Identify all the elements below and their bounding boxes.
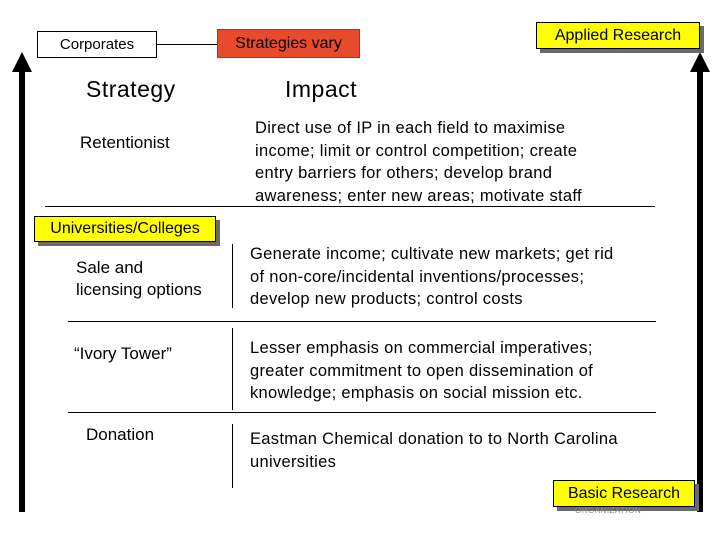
strategies-vary-box: [217, 29, 360, 58]
impact-line: income; limit or control competition; create: [255, 141, 578, 160]
impact-line: develop new products; control costs: [250, 290, 523, 308]
column-divider-row4: [232, 424, 233, 488]
right-up-arrow: [690, 52, 710, 512]
row-divider: [68, 412, 656, 413]
impact-line: Lesser emphasis on commercial imperatives;: [250, 339, 593, 357]
strategy-line: Sale and: [76, 258, 144, 277]
impact-line: Eastman Chemical donation to to North Carolina: [250, 430, 618, 448]
strategies-vary-label: Strategies vary: [235, 34, 342, 52]
impact-line: Direct use of IP in each field to maximise: [255, 119, 566, 137]
impact-line: Generate income; cultivate new markets; get rid: [250, 245, 614, 263]
row-divider: [45, 206, 655, 207]
applied-research-box: [536, 22, 700, 49]
impact-line: greater commitment to open dissemination of: [250, 361, 594, 380]
impact-line: entry barriers for others; develop brand: [255, 164, 553, 182]
applied-research-label: Applied Research: [554, 26, 682, 44]
impact-line: knowledge; emphasis on social mission etc.: [250, 384, 583, 402]
strategy-sale-licensing: [76, 257, 202, 301]
corporates-label: Corporates: [59, 36, 135, 53]
impact-retentionist: [255, 117, 582, 207]
corporates-box: [37, 31, 157, 58]
row-divider: [68, 321, 656, 322]
impact-line: universities: [250, 452, 337, 471]
impact-heading: Impact: [285, 76, 358, 102]
impact-ivory-tower: [250, 337, 593, 405]
basic-research-box: [553, 480, 695, 507]
universities-colleges-box: [34, 216, 216, 242]
strategy-retentionist: Retentionist: [80, 133, 170, 152]
strategy-donation: Donation: [86, 425, 155, 444]
corporates-connector-line: [157, 44, 217, 45]
universities-colleges-label: Universities/Colleges: [50, 220, 200, 237]
strategy-heading: Strategy: [86, 76, 176, 102]
organization-watermark: ORGANIZATION: [575, 506, 642, 515]
strategy-line: licensing options: [76, 280, 202, 299]
column-divider-row2: [232, 244, 233, 308]
column-divider-row3: [232, 328, 233, 410]
impact-sale-licensing: [250, 243, 614, 311]
impact-line: awareness; enter new areas; motivate staff: [255, 186, 582, 205]
impact-line: of non-core/incidental inventions/processes;: [250, 267, 585, 286]
strategy-ivory-tower: “Ivory Tower”: [74, 344, 172, 363]
impact-donation: [250, 428, 618, 473]
left-up-arrow: [12, 52, 32, 512]
basic-research-label: Basic Research: [567, 484, 681, 502]
